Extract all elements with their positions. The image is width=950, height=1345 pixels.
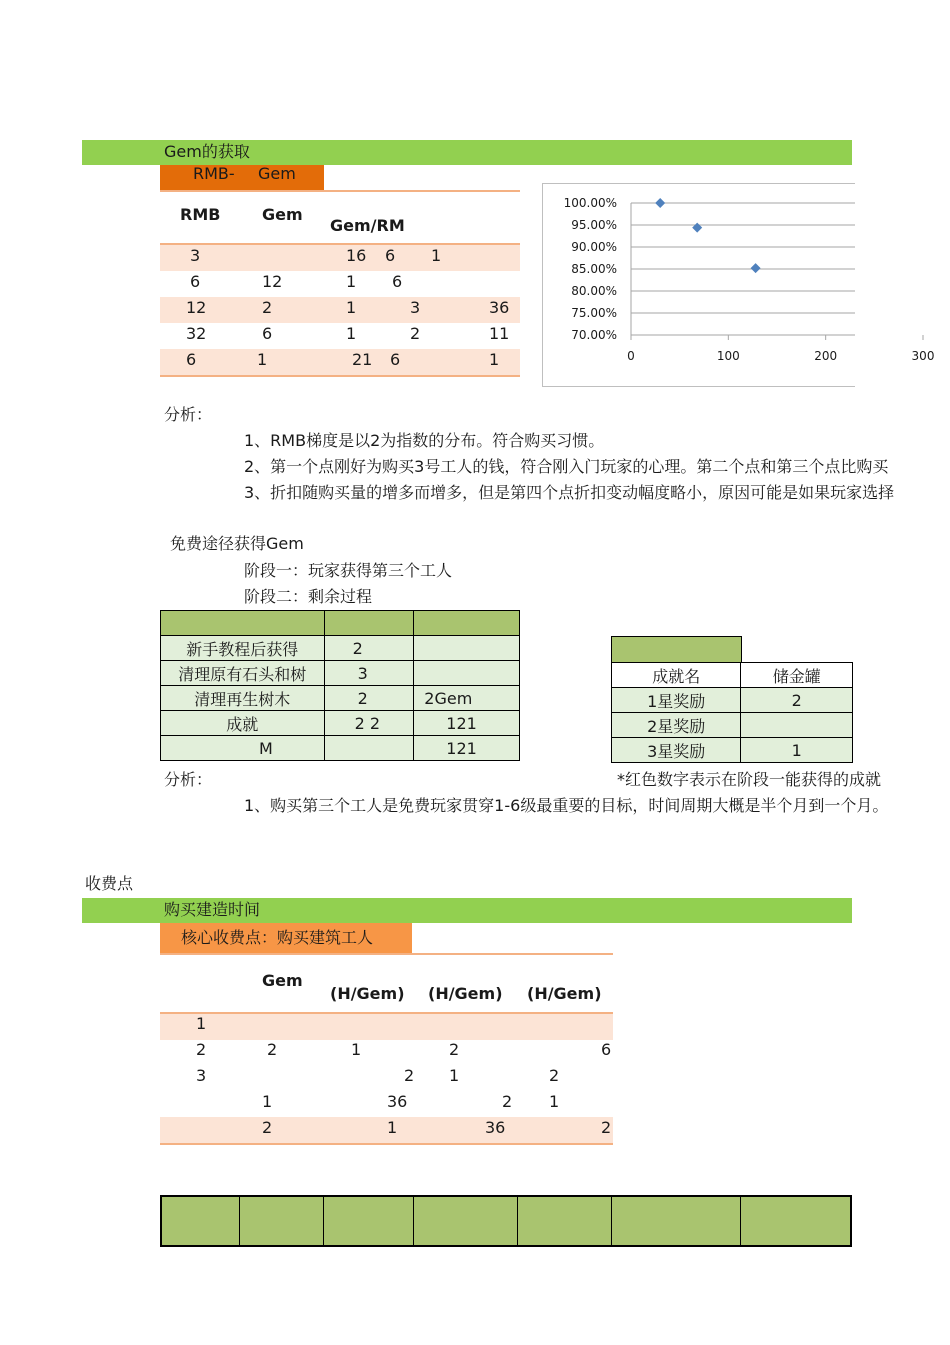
row-band-1 — [160, 1014, 613, 1040]
table-cell: 1 — [741, 738, 853, 763]
discount-scatter-chart — [542, 183, 935, 387]
table-cell: 2 — [502, 1092, 513, 1111]
table-cell: 3 — [410, 298, 421, 317]
table-cell: M — [161, 736, 325, 761]
analysis-label: 分析： — [164, 770, 213, 789]
table-cell: 6 — [190, 272, 201, 291]
table-header-cell — [612, 1196, 741, 1246]
table-cell: 12 — [186, 298, 207, 317]
table-cell: 1 — [431, 246, 442, 265]
table-cell: 1 — [257, 350, 268, 369]
table-header-cell — [161, 1196, 240, 1246]
y-tick-label: 70.00% — [571, 328, 617, 342]
table-cell: 11 — [489, 324, 510, 343]
charge-points-heading: 收费点 — [85, 874, 134, 893]
table-cell: 6 — [601, 1040, 612, 1059]
table-cell: 12 — [262, 272, 283, 291]
table-cell: 121 — [414, 711, 520, 736]
section-title: Gem的获取 — [164, 142, 250, 161]
table-cell: 1 — [387, 1118, 398, 1137]
table-cell: 2 — [549, 1066, 560, 1085]
y-tick-label: 80.00% — [571, 284, 617, 298]
table-cell: 清理原有石头和树 — [161, 661, 325, 686]
rmb-gem-tab-label-a: RMB- — [193, 164, 235, 183]
data-point — [751, 263, 761, 273]
table-row — [161, 661, 520, 686]
table-header-row — [161, 1196, 851, 1246]
table-cell: 2 — [741, 688, 853, 713]
table-header-cell: 储金罐 — [741, 663, 853, 688]
table-cell — [414, 636, 520, 661]
table-header-row — [161, 611, 520, 636]
table-row — [612, 738, 853, 763]
table-cell: 2 — [196, 1040, 207, 1059]
table-cell: 1 — [346, 298, 357, 317]
y-tick-label: 85.00% — [571, 262, 617, 276]
free-gem-title: 免费途径获得Gem — [170, 534, 304, 553]
table-cell: 2 — [404, 1066, 415, 1085]
achievement-note: *红色数字表示在阶段一能获得的成就 — [617, 770, 882, 789]
col-gem: Gem — [262, 205, 303, 224]
y-tick-label: 100.00% — [563, 196, 617, 210]
stage-one: 阶段一：玩家获得第三个工人 — [244, 561, 453, 580]
section-title: 购买建造时间 — [164, 900, 261, 919]
x-tick-label: 200 — [814, 349, 838, 363]
table-cell: 121 — [414, 736, 520, 761]
table-cell: 6 — [262, 324, 273, 343]
analysis-item-1: 1、购买第三个工人是免费玩家贯穿1-6级最重要的目标，时间周期大概是半个月到一个月。 — [244, 796, 889, 815]
col-h-gem-2: (H/Gem) — [428, 984, 503, 1003]
data-point — [692, 223, 702, 233]
table-cell: 1 — [262, 1092, 273, 1111]
col-gem-rmb: Gem/RM — [330, 216, 405, 235]
table-cell — [414, 661, 520, 686]
table-cell: 6 — [186, 350, 197, 369]
table-cell: 36 — [489, 298, 510, 317]
rmb-gem-tab-label-b: Gem — [258, 164, 296, 183]
table-cell: 2 — [267, 1040, 278, 1059]
table-cell: 36 — [387, 1092, 408, 1111]
table-cell: 2Gem — [414, 686, 520, 711]
table-cell: 2 — [324, 686, 414, 711]
table-cell: 2 — [410, 324, 421, 343]
table-cell: 2 — [324, 636, 414, 661]
table-row — [612, 713, 853, 738]
table-cell: 6 — [390, 350, 401, 369]
table-header-cell — [240, 1196, 324, 1246]
data-point — [655, 198, 665, 208]
table-cell: 32 — [186, 324, 207, 343]
table-cell: 2 — [262, 1118, 273, 1137]
achievement-table — [611, 662, 853, 763]
table-cell: 6 — [392, 272, 403, 291]
table-cell — [324, 736, 414, 761]
table-row — [161, 636, 520, 661]
table-cell: 2星奖励 — [612, 713, 741, 738]
col-h-gem-3: (H/Gem) — [527, 984, 602, 1003]
analysis-item-2: 2、第一个点刚好为购买3号工人的钱，符合刚入门玩家的心理。第二个点和第三个点比购买 — [244, 457, 889, 476]
table-row — [161, 736, 520, 761]
analysis-label: 分析： — [164, 405, 213, 424]
table-cell: 2 — [601, 1118, 612, 1137]
table-cell: 2 — [262, 298, 273, 317]
table-header-row — [612, 663, 853, 688]
table-rule-bottom — [160, 375, 520, 377]
stage-two: 阶段二：剩余过程 — [244, 587, 373, 606]
chart-svg — [543, 184, 935, 386]
table-cell: 21 — [352, 350, 373, 369]
y-tick-label: 90.00% — [571, 240, 617, 254]
table-cell: 1 — [346, 272, 357, 291]
row-band-1 — [160, 245, 520, 271]
table-cell: 1星奖励 — [612, 688, 741, 713]
table-cell: 1 — [351, 1040, 362, 1059]
header-rule — [160, 953, 613, 955]
table-cell: 36 — [485, 1118, 506, 1137]
table-cell: 1 — [346, 324, 357, 343]
achievement-header-box — [611, 636, 742, 662]
table-cell: 6 — [385, 246, 396, 265]
table-row — [161, 686, 520, 711]
table-cell: 3 — [196, 1066, 207, 1085]
analysis-item-1: 1、RMB梯度是以2为指数的分布。符合购买习惯。 — [244, 431, 605, 450]
table-cell: 新手教程后获得 — [161, 636, 325, 661]
table-cell: 1 — [449, 1066, 460, 1085]
table-cell: 1 — [549, 1092, 560, 1111]
table-rule-bottom — [160, 1143, 613, 1145]
table-cell: 2 2 — [324, 711, 414, 736]
x-tick-label: 100 — [716, 349, 740, 363]
table-cell: 清理再生树木 — [161, 686, 325, 711]
table-cell: 3星奖励 — [612, 738, 741, 763]
table-cell: 1 — [489, 350, 500, 369]
table-row — [612, 688, 853, 713]
free-gem-table — [160, 610, 520, 761]
table-cell: 成就 — [161, 711, 325, 736]
x-tick-label: 300 — [911, 349, 935, 363]
row-band-5 — [160, 349, 520, 375]
col-rmb: RMB — [180, 205, 221, 224]
table-row — [161, 711, 520, 736]
table-cell: 3 — [190, 246, 201, 265]
table-header-cell — [518, 1196, 612, 1246]
table-cell: 16 — [346, 246, 367, 265]
table-header-cell — [324, 1196, 414, 1246]
col-gem: Gem — [262, 971, 303, 990]
table-cell: 1 — [196, 1014, 207, 1033]
y-tick-label: 95.00% — [571, 218, 617, 232]
row-band-3 — [160, 297, 520, 323]
table-cell: 2 — [449, 1040, 460, 1059]
analysis-item-3: 3、折扣随购买量的增多而增多，但是第四个点折扣变动幅度略小，原因可能是如果玩家选择 — [244, 483, 895, 502]
table-header-cell — [740, 1196, 851, 1246]
rmb-gem-tab — [160, 165, 324, 190]
table-cell: 3 — [324, 661, 414, 686]
header-rule — [160, 190, 520, 192]
table-cell — [741, 713, 853, 738]
core-charge-tab-label: 核心收费点：购买建筑工人 — [181, 928, 374, 947]
table-header-cell — [413, 1196, 518, 1246]
x-tick-label: 0 — [627, 349, 635, 363]
table-header-cell: 成就名 — [612, 663, 741, 688]
y-tick-label: 75.00% — [571, 306, 617, 320]
col-h-gem-1: (H/Gem) — [330, 984, 405, 1003]
bottom-header-table — [160, 1195, 852, 1247]
